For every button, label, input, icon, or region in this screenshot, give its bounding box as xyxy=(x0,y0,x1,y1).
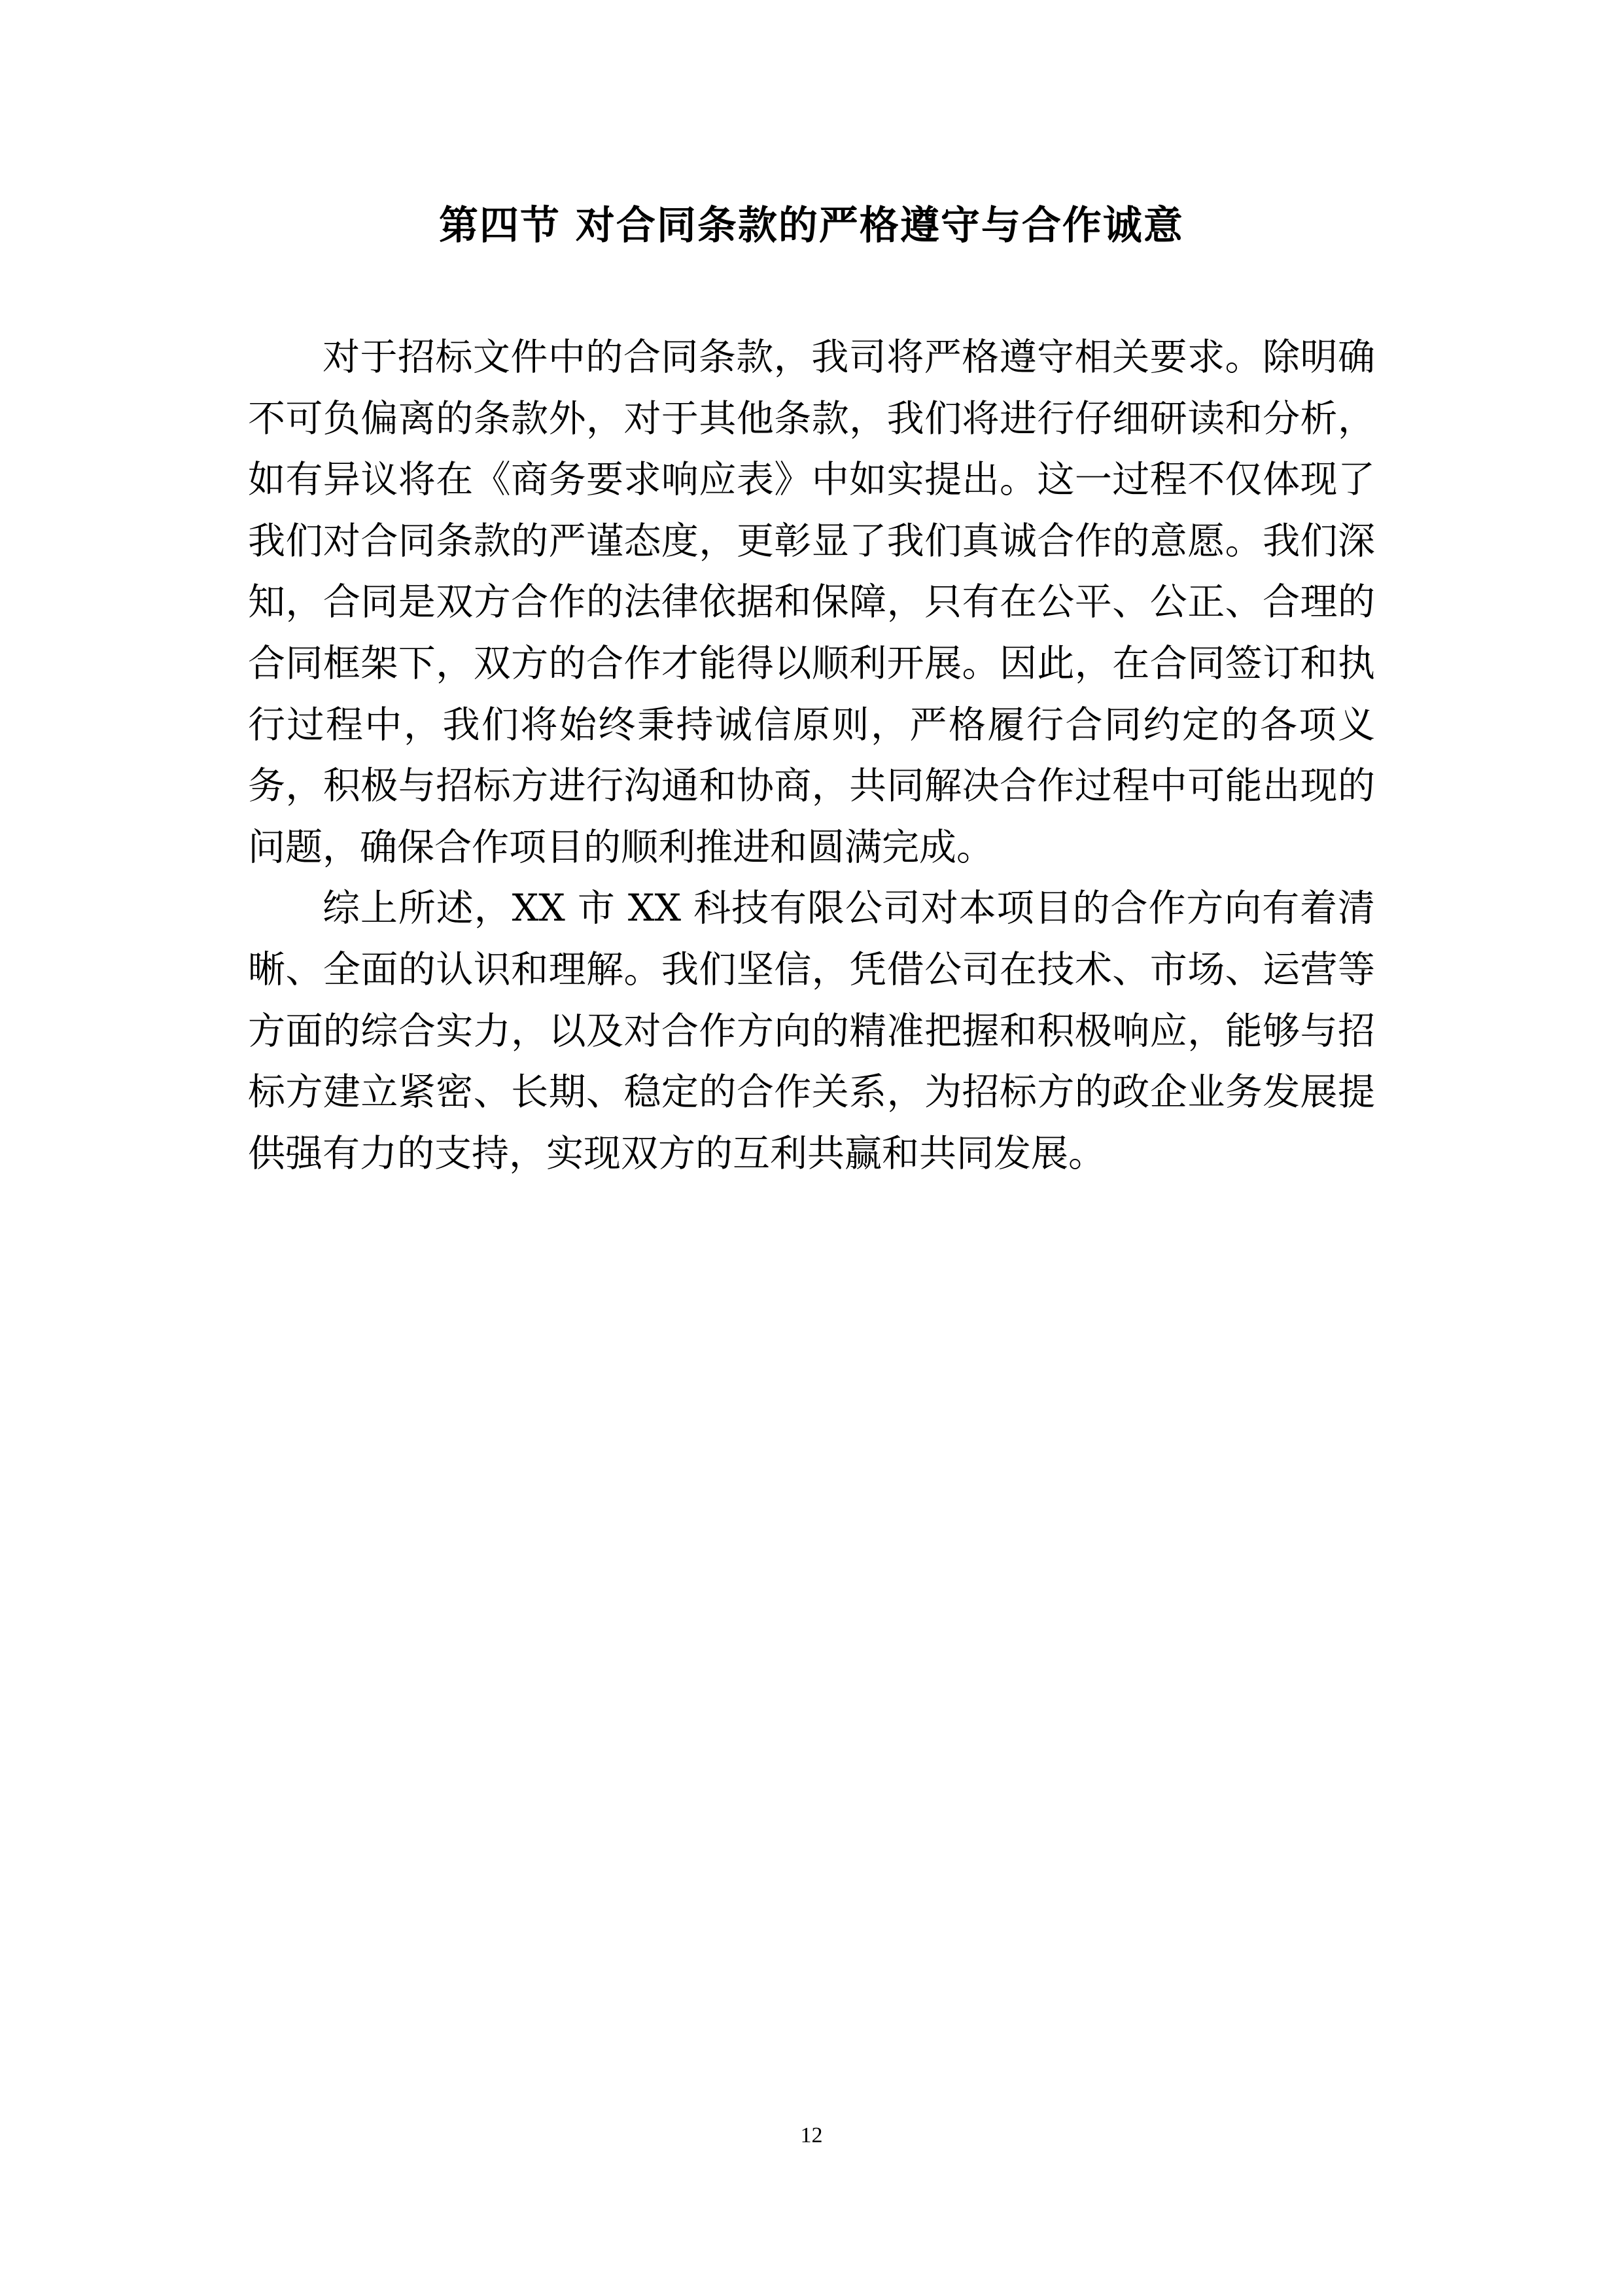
section-title: 第四节 对合同条款的严格遵守与合作诚意 xyxy=(439,203,1184,249)
body-text xyxy=(248,327,1375,1184)
paragraph-summary: 综上所述，XX 市 XX 科技有限公司对本项目的合作方向有着清晰、全面的认识和理解。我们坚信，凭借公司在技术、市场、运营等方面的综合实力，以及对合作方向的精准把握和积极响应，能够与招标方建立紧密、长期、稳定的合作关系，为招标方的政企业务发展提供强有力的支持，实现双方的互利共赢和共同发展。 xyxy=(248,887,1375,1175)
page-number: 12 xyxy=(800,2123,823,2147)
paragraph-contract-compliance: 对于招标文件中的合同条款，我司将严格遵守相关要求。除明确不可负偏离的条款外，对于其他条款，我们将进行仔细研读和分析，如有异议将在《商务要求响应表》中如实提出。这一过程不仅体现了我们对合同条款的严谨态度，更彰显了我们真诚合作的意愿。我们深知，合同是双方合作的法律依据和保障，只有在公平、公正、合理的合同框架下，双方的合作才能得以顺利开展。因此，在合同签订和执行过程中，我们将始终秉持诚信原则，严格履行合同约定的各项义务，积极与招标方进行沟通和协商，共同解决合作过程中可能出现的问题，确保合作项目的顺利推进和圆满完成。 xyxy=(248,336,1375,869)
